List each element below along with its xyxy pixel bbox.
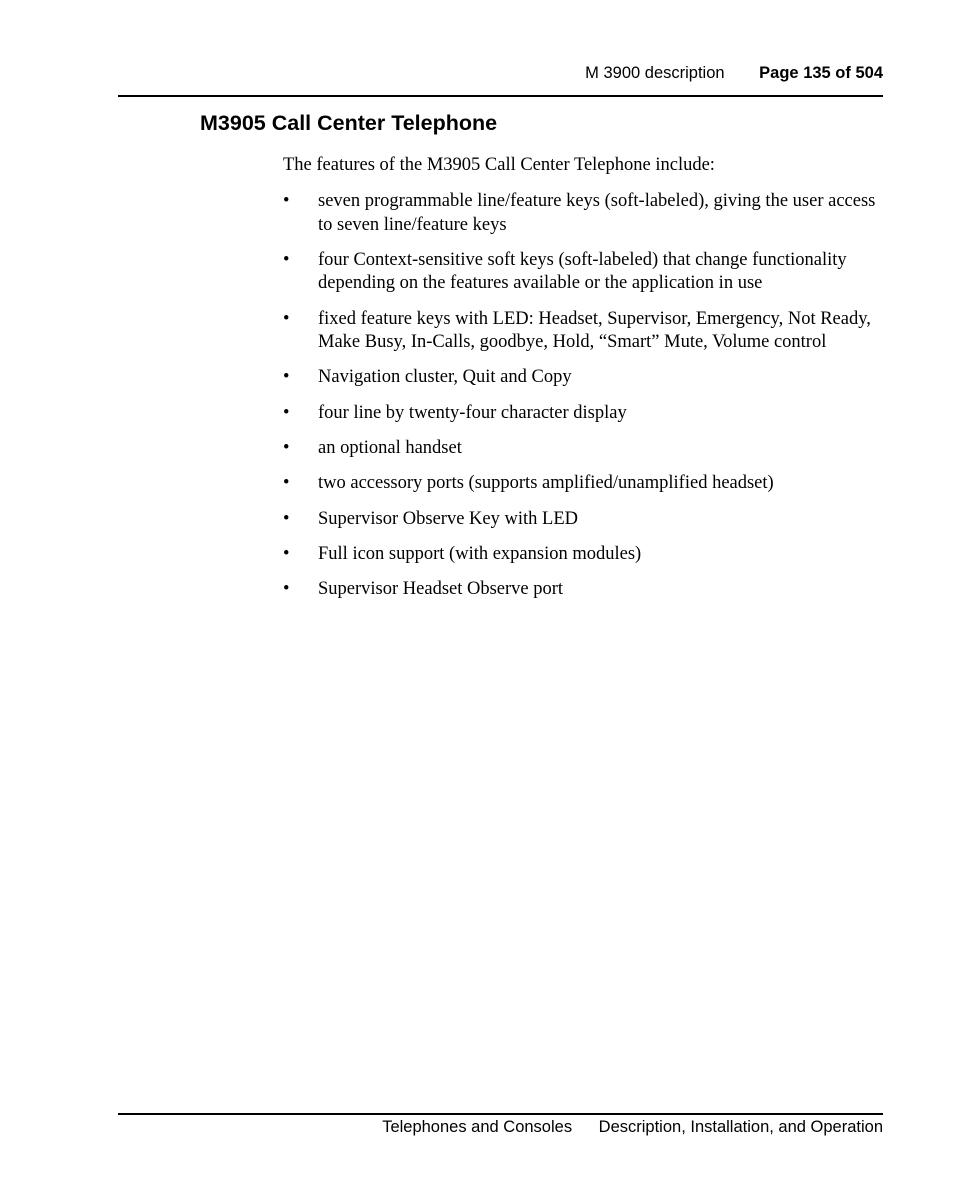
list-item-text: fixed feature keys with LED: Headset, Supervisor, Emergency, Not Ready, Make Busy, In-Calls, goodbye, Hold, “Smart” Mute, Volume control	[318, 308, 871, 353]
list-item	[283, 437, 883, 461]
list-item-text: Supervisor Observe Key with LED	[318, 508, 578, 529]
list-item	[283, 249, 883, 296]
bullet-marker: •	[283, 367, 290, 388]
feature-list	[283, 190, 883, 613]
bullet-marker: •	[283, 402, 290, 423]
page-header	[585, 64, 883, 83]
header-divider	[118, 95, 883, 97]
list-item	[283, 543, 883, 567]
header-page-number: Page 135 of 504	[759, 64, 883, 82]
page-footer	[382, 1118, 883, 1137]
header-section-name: M 3900 description	[585, 64, 725, 82]
list-item	[283, 308, 883, 355]
footer-divider	[118, 1113, 883, 1115]
list-item	[283, 402, 883, 426]
bullet-marker: •	[283, 191, 290, 211]
bullet-marker: •	[283, 579, 290, 600]
list-item-text: Navigation cluster, Quit and Copy	[318, 367, 572, 388]
list-item-text: four Context-sensitive soft keys (soft-labeled) that change functionality depending on the features available or the application in use	[318, 249, 847, 294]
bullet-marker: •	[283, 508, 290, 529]
list-item-text: seven programmable line/feature keys (soft-labeled), giving the user access to seven line/feature keys	[318, 191, 876, 235]
list-item-text: an optional handset	[318, 437, 462, 458]
list-item-text: Full icon support (with expansion modules)	[318, 543, 642, 564]
page-title: M3905 Call Center Telephone	[200, 111, 498, 135]
bullet-marker: •	[283, 249, 290, 270]
list-item	[283, 366, 883, 390]
list-item	[283, 472, 883, 496]
bullet-marker: •	[283, 437, 290, 458]
bullet-marker: •	[283, 308, 290, 329]
footer-series: Telephones and Consoles	[382, 1118, 573, 1136]
intro-paragraph: The features of the M3905 Call Center Telephone include:	[283, 155, 715, 175]
list-item-text: Supervisor Headset Observe port	[318, 579, 564, 600]
list-item	[283, 508, 883, 532]
footer-document-title: Description, Installation, and Operation	[598, 1118, 883, 1136]
list-item-text: four line by twenty-four character display	[318, 402, 627, 423]
bullet-marker: •	[283, 543, 290, 564]
list-item-text: two accessory ports (supports amplified/unamplified headset)	[318, 473, 774, 494]
list-item	[283, 578, 883, 602]
list-item	[283, 190, 883, 237]
bullet-marker: •	[283, 473, 290, 494]
